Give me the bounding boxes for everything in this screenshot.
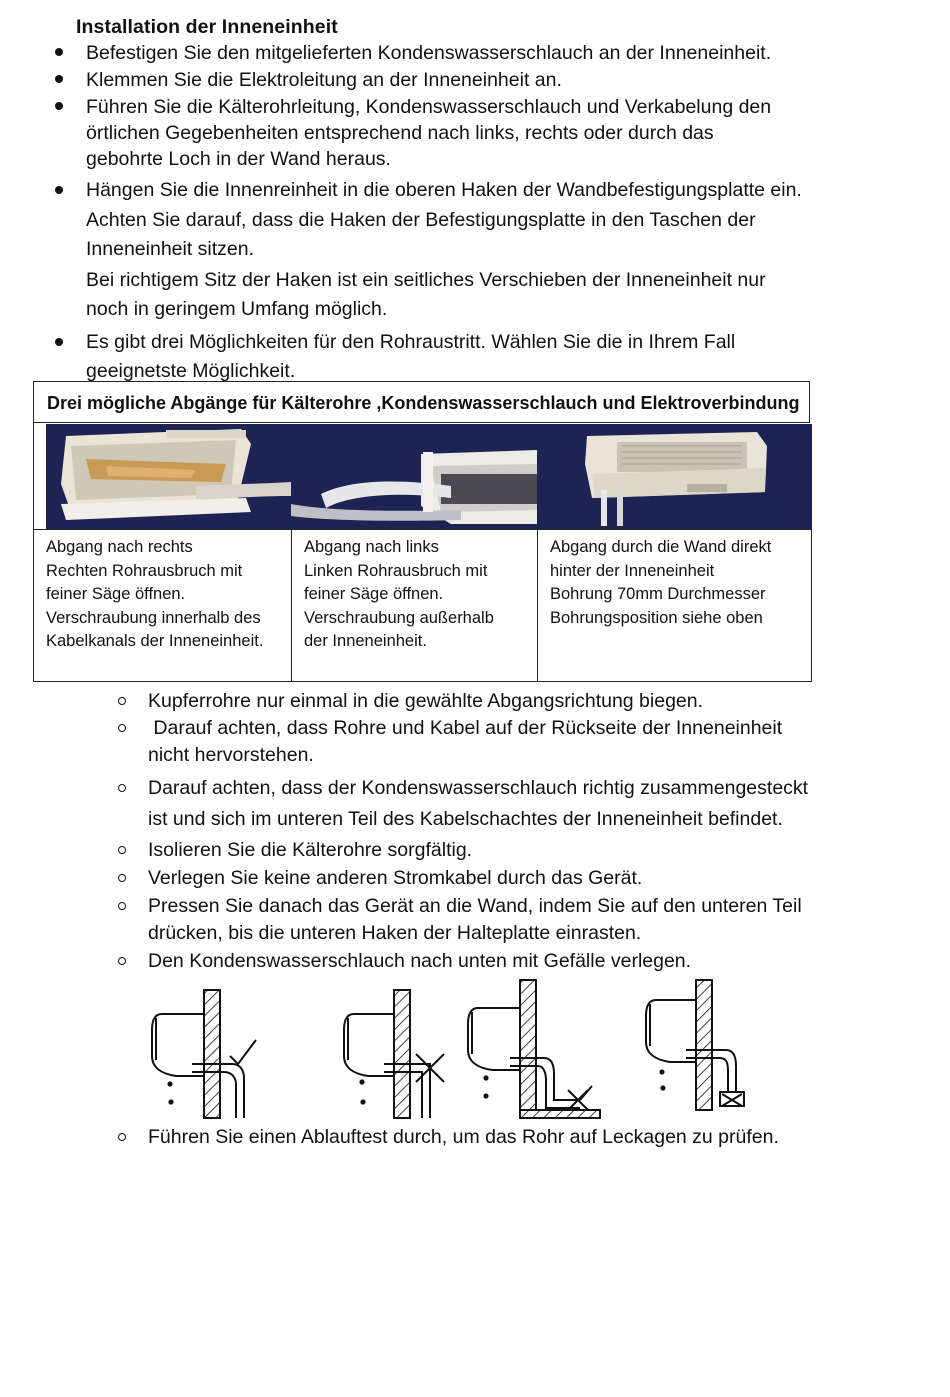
bullet-item	[0, 176, 900, 325]
table-cell-left-exit	[292, 530, 538, 681]
sub-item	[0, 865, 900, 892]
cell-line: Abgang nach links	[304, 538, 439, 556]
bullet-line: Führen Sie die Kälterohrleitung, Kondenswasserschlauch und Verkabelung den	[86, 96, 772, 118]
indoor-unit-left-exit-photo	[291, 424, 537, 529]
sub-item-line: Den Kondenswasserschlauch nach unten mit Gefälle verlegen.	[148, 950, 692, 972]
section-heading: Installation der Inneneinheit	[76, 16, 338, 38]
sub-item	[0, 893, 900, 947]
sub-item-line: drücken, bis die unteren Haken der Halteplatte einrasten.	[148, 922, 642, 944]
table-cell-right-exit	[34, 530, 292, 681]
cell-line: feiner Säge öffnen.	[304, 585, 444, 603]
bullet-line: Klemmen Sie die Elektroleitung an der Inneneinheit an.	[86, 69, 562, 91]
bullet-line: Es gibt drei Möglichkeiten für den Rohraustritt. Wählen Sie die in Ihrem Fall	[86, 330, 736, 353]
sub-item-line: Kupferrohre nur einmal in die gewählte Abgangsrichtung biegen.	[148, 690, 704, 712]
circle-bullet-icon	[118, 902, 126, 910]
circle-bullet-icon	[118, 784, 126, 792]
instruction-bullet-list	[0, 40, 900, 386]
bullet-item	[0, 94, 900, 172]
cell-line: hinter der Inneneinheit	[550, 561, 715, 580]
sub-item-line: Verlegen Sie keine anderen Stromkabel durch das Gerät.	[148, 867, 643, 889]
sub-item-line: Darauf achten, dass Rohre und Kabel auf der Rückseite der Inneneinheit	[148, 717, 783, 739]
bullet-line: Achten Sie darauf, dass die Haken der Befestigungsplatte in den Taschen der	[86, 208, 756, 231]
sub-item-line: Isolieren Sie die Kälterohre sorgfältig.	[148, 839, 473, 861]
bullet-line: Befestigen Sie den mitgelieferten Kondenswasserschlauch an der Inneneinheit.	[86, 42, 772, 64]
bullet-line: Hängen Sie die Innenreinheit in die oberen Haken der Wandbefestigungsplatte ein.	[86, 179, 802, 201]
table-cell-wall-exit	[538, 530, 811, 681]
sub-item-line: ist und sich im unteren Teil des Kabelschachtes der Inneneinheit befindet.	[148, 808, 783, 830]
bullet-line: örtlichen Gegebenheiten entsprechend nach links, rechts oder durch das	[86, 122, 714, 144]
cell-line: Abgang nach rechts	[46, 538, 193, 556]
cell-line: Abgang durch die Wand direkt	[550, 538, 772, 556]
table-title: Drei mögliche Abgänge für Kälterohre ,Kondenswasserschlauch und Elektroverbindung	[33, 381, 810, 423]
bullet-line: Inneneinheit sitzen.	[86, 238, 255, 260]
cell-line: Verschraubung außerhalb	[304, 608, 494, 627]
cell-line: Kabelkanals der Inneneinheit.	[46, 632, 264, 650]
circle-bullet-icon	[118, 846, 126, 854]
exit-options-table	[33, 381, 812, 681]
bullet-item	[0, 40, 900, 66]
sub-instruction-list	[0, 688, 900, 975]
bullet-line: Bei richtigem Sitz der Haken ist ein seitliches Verschieben der Inneneinheit nur	[86, 268, 766, 291]
bullet-dot-icon	[55, 75, 63, 83]
bullet-dot-icon	[55, 102, 63, 110]
cell-line: der Inneneinheit.	[304, 632, 427, 650]
bullet-item	[0, 328, 900, 386]
circle-bullet-icon	[118, 1133, 126, 1141]
circle-bullet-icon	[118, 697, 126, 705]
bullet-item	[0, 67, 900, 93]
bullet-line: gebohrte Loch in der Wand heraus.	[86, 148, 391, 170]
circle-bullet-icon	[118, 874, 126, 882]
cell-line: Linken Rohrausbruch mit	[304, 561, 488, 580]
table-description-row	[33, 529, 812, 682]
sub-item-line: Pressen Sie danach das Gerät an die Wand, indem Sie auf den unteren Teil	[148, 895, 802, 917]
bullet-line: geeignetste Möglichkeit.	[86, 359, 296, 382]
sub-item	[0, 948, 900, 975]
cell-line: feiner Säge öffnen.	[46, 585, 186, 603]
sub-item-line: Führen Sie einen Ablauftest durch, um das Rohr auf Leckagen zu prüfen.	[148, 1126, 779, 1148]
cell-line: Rechten Rohrausbruch mit	[46, 561, 243, 580]
bullet-dot-icon	[55, 186, 63, 194]
indoor-unit-wall-exit-photo	[537, 424, 812, 529]
sub-item	[0, 837, 900, 864]
circle-bullet-icon	[118, 957, 126, 965]
cell-line: Verschraubung innerhalb des	[46, 608, 261, 627]
bullet-dot-icon	[55, 48, 63, 56]
sub-item	[0, 773, 900, 835]
sub-item-line: nicht hervorstehen.	[148, 744, 314, 766]
table-border	[33, 423, 45, 529]
bullet-dot-icon	[55, 338, 63, 346]
cell-line: Bohrungsposition siehe oben	[550, 608, 763, 627]
condensate-hose-routing-diagram	[140, 978, 760, 1126]
cell-line: Bohrung 70mm Durchmesser	[550, 585, 766, 603]
sub-item	[0, 688, 900, 715]
sub-item	[0, 715, 900, 769]
sub-item-line: Darauf achten, dass der Kondenswasserschlauch richtig zusammengesteckt	[148, 777, 809, 799]
bullet-line: noch in geringem Umfang möglich.	[86, 298, 388, 320]
circle-bullet-icon	[118, 724, 126, 732]
final-sub-item	[0, 1124, 900, 1151]
indoor-unit-right-exit-photo	[46, 424, 291, 529]
